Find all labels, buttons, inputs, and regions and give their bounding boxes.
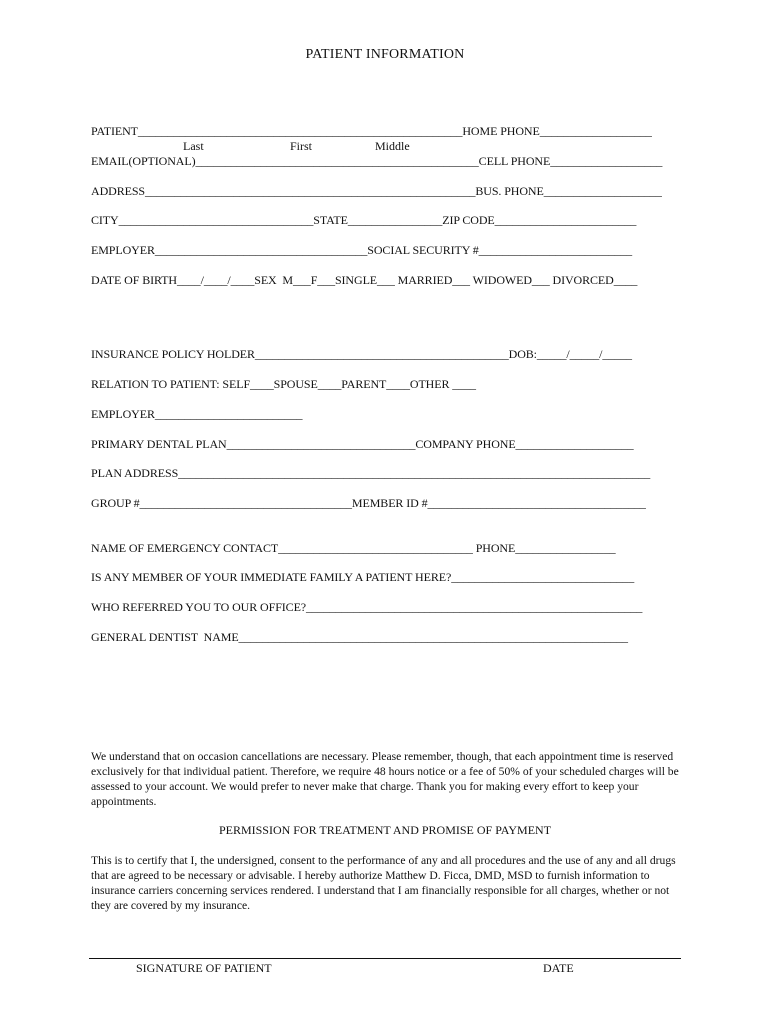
employer-ssn-field[interactable]: EMPLOYER____________________________________SOCIAL SECURITY #__________________________ (91, 243, 633, 257)
last-name-label: Last (183, 139, 204, 153)
emergency-contact-field[interactable]: NAME OF EMERGENCY CONTACT_________________________________ PHONE_________________ (91, 541, 616, 555)
patient-name-field[interactable]: PATIENT_______________________________________________________HOME PHONE___________________ (91, 124, 652, 138)
policy-holder-field[interactable]: INSURANCE POLICY HOLDER___________________________________________DOB:_____/_____/_____ (91, 347, 632, 361)
group-member-id-field[interactable]: GROUP #____________________________________MEMBER ID #_____________________________________ (91, 496, 646, 510)
signature-line[interactable] (89, 958, 681, 959)
address-field[interactable]: ADDRESS________________________________________________________BUS. PHONE____________________ (91, 184, 662, 198)
general-dentist-field[interactable]: GENERAL DENTIST NAME__________________________________________________________________ (91, 630, 628, 644)
cancellation-policy-text: We understand that on occasion cancellations are necessary. Please remember, though, that each appointment time is reserved exclusively for that individual patient. Therefore, we require 48 hours notice or a fee of 50% of your scheduled charges will be assessed to your account. We would prefer to never make that charge. Thank you for making every effort to keep your appointments. (91, 750, 679, 808)
dob-sex-marital-field[interactable]: DATE OF BIRTH____/____/____SEX M___F___SINGLE___ MARRIED___ WIDOWED___ DIVORCED____ (91, 273, 638, 287)
referral-field[interactable]: WHO REFERRED YOU TO OUR OFFICE?_________________________________________________________ (91, 600, 643, 614)
plan-address-field[interactable]: PLAN ADDRESS________________________________________________________________________________ (91, 466, 651, 480)
email-field[interactable]: EMAIL(OPTIONAL)________________________________________________CELL PHONE___________________ (91, 154, 663, 168)
permission-text: This is to certify that I, the undersigned, consent to the performance of any and all procedures and the use of any and all drugs that are agreed to be necessary or advisable. I hereby authorize Matthew D. Ficca, DMD, MSD to furnish information to insurance carriers concerning services rendered. I understand that I am financially responsible for all charges, whether or not they are covered by my insurance. (91, 854, 676, 912)
first-name-label: First (290, 139, 313, 153)
middle-name-label: Middle (375, 139, 410, 153)
insurance-employer-field[interactable]: EMPLOYER_________________________ (91, 407, 303, 421)
city-state-zip-field[interactable]: CITY_________________________________STATE________________ZIP CODE________________________ (91, 213, 637, 227)
dental-plan-field[interactable]: PRIMARY DENTAL PLAN________________________________COMPANY PHONE____________________ (91, 437, 634, 451)
family-member-field[interactable]: IS ANY MEMBER OF YOUR IMMEDIATE FAMILY A PATIENT HERE?_______________________________ (91, 570, 635, 584)
form-title: PATIENT INFORMATION (305, 47, 465, 62)
date-label: DATE (543, 961, 574, 975)
signature-label: SIGNATURE OF PATIENT (136, 961, 272, 975)
relation-field[interactable]: RELATION TO PATIENT: SELF____SPOUSE____PARENT____OTHER ____ (91, 377, 476, 391)
permission-heading: PERMISSION FOR TREATMENT AND PROMISE OF PAYMENT (218, 823, 552, 837)
